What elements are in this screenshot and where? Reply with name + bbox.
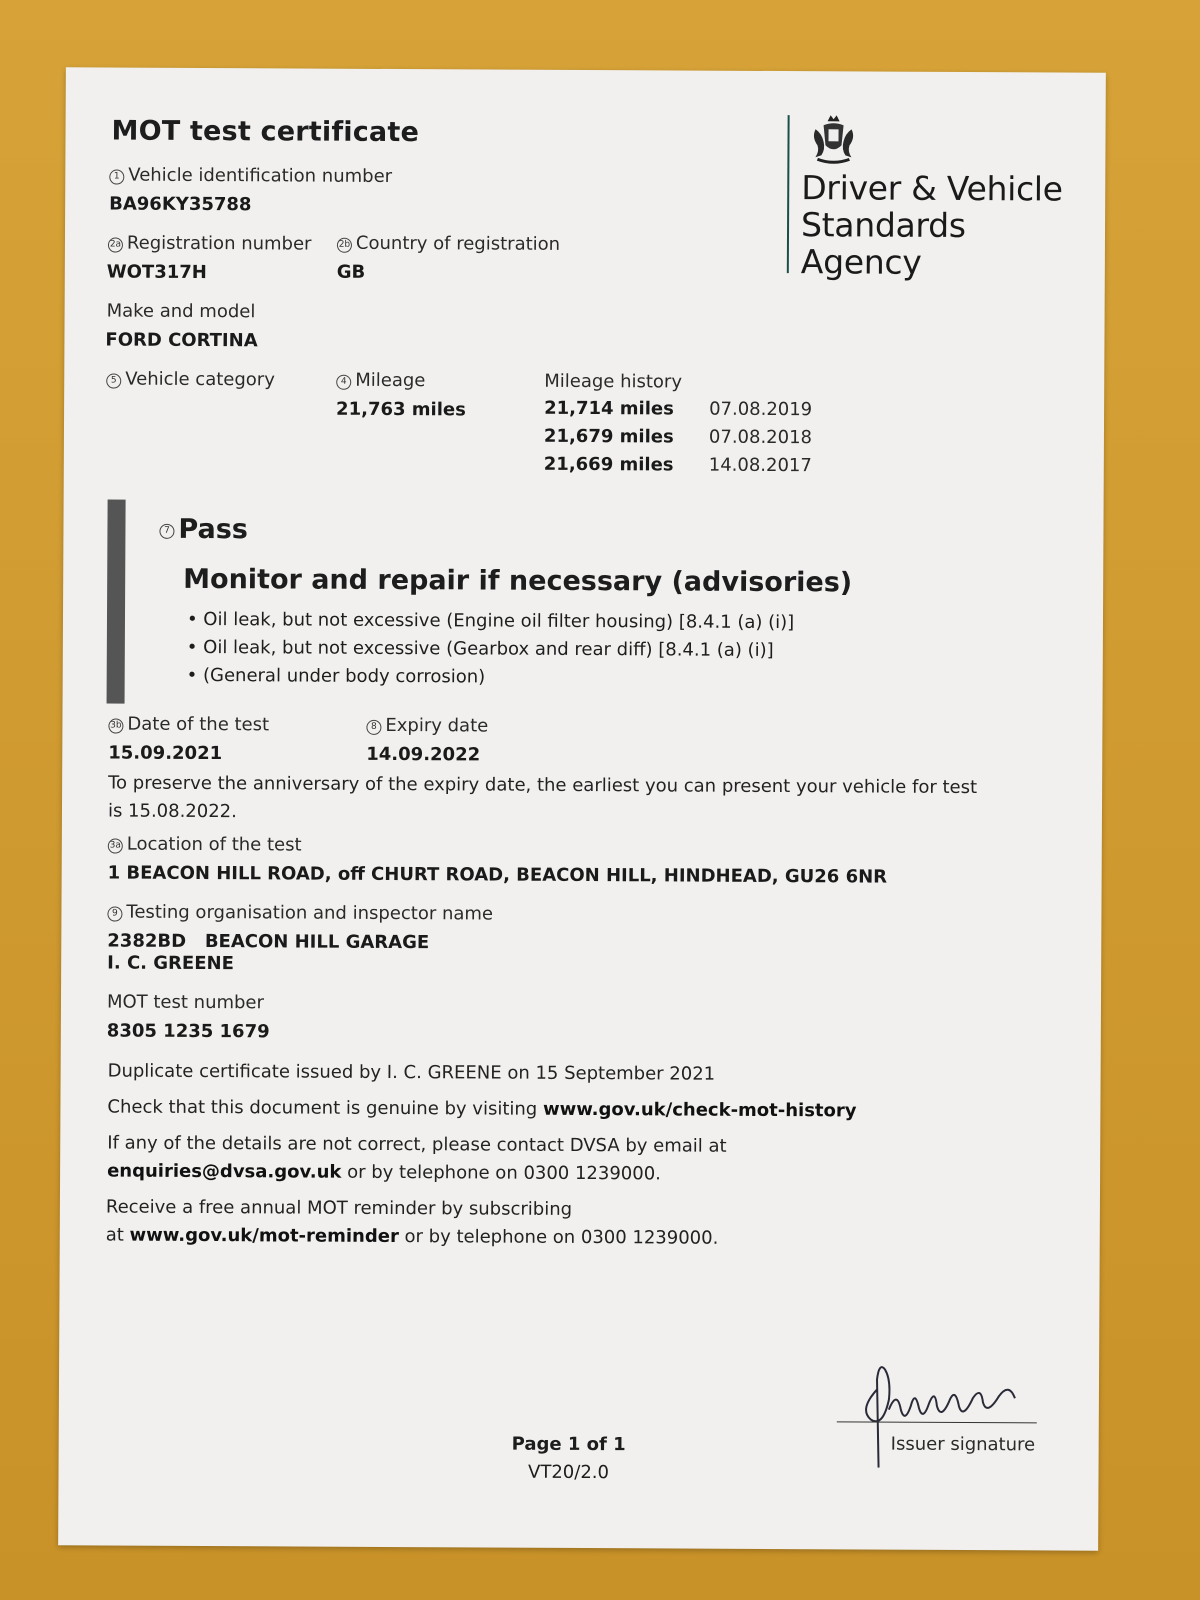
mileage-history-label: Mileage history: [544, 370, 683, 393]
field-number: 4: [336, 375, 351, 390]
logo-rule: [787, 115, 790, 273]
field-number: 2a: [108, 238, 123, 253]
check-mot-history-link[interactable]: www.gov.uk/check-mot-history: [542, 1098, 857, 1122]
field-number: 7: [159, 524, 174, 539]
field-number: 5: [106, 374, 121, 389]
enquiries-email-link[interactable]: enquiries@dvsa.gov.uk: [107, 1160, 342, 1183]
location-value: 1 BEACON HILL ROAD, off CHURT ROAD, BEACON HILL, HINDHEAD, GU26 6NR: [107, 862, 888, 888]
vin-value: BA96KY35788: [109, 193, 252, 216]
result-bar: [107, 500, 126, 704]
result-status: 7 Pass: [159, 514, 248, 545]
country-value: GB: [336, 261, 366, 283]
expiry-date-label: 8 Expiry date: [366, 715, 488, 737]
test-number-value: 8305 1235 1679: [106, 1020, 270, 1043]
mileage-history-list: [544, 398, 844, 484]
list-item: 21,679 miles 07.08.2018: [543, 425, 813, 449]
signature-label: Issuer signature: [890, 1433, 1036, 1456]
vin-label: 1 Vehicle identification number: [109, 165, 392, 187]
advisories-list: [187, 606, 795, 693]
page-number: Page 1 of 1: [511, 1433, 626, 1456]
field-number: 2b: [337, 238, 352, 253]
royal-coat-of-arms-icon: [801, 111, 865, 167]
expiry-date-value: 14.09.2022: [366, 743, 481, 766]
country-label: 2b Country of registration: [338, 232, 561, 255]
field-number: 8: [366, 720, 381, 735]
test-date-value: 15.09.2021: [108, 742, 223, 765]
make-model-value: FORD CORTINA: [105, 329, 258, 352]
test-date-label: 3b Date of the test: [110, 713, 270, 736]
list-item: • Oil leak, but not excessive (Engine oil filter housing) [8.4.1 (a) (i)]: [186, 608, 795, 634]
organisation-label: 9 Testing organisation and inspector name: [107, 902, 493, 925]
location-label: 3a Location of the test: [109, 833, 302, 856]
form-code: VT20/2.0: [528, 1461, 610, 1484]
mileage-label: 4 Mileage: [336, 370, 425, 391]
mot-reminder-link[interactable]: www.gov.uk/mot-reminder: [129, 1224, 399, 1248]
certificate-sheet: [58, 67, 1106, 1550]
field-number: 9: [107, 907, 122, 922]
test-number-label: MOT test number: [106, 991, 265, 1014]
mileage-value: 21,763 miles: [336, 398, 466, 421]
registration-value: WOT317H: [106, 261, 207, 284]
list-item: • Oil leak, but not excessive (Gearbox and rear diff) [8.4.1 (a) (i)]: [186, 636, 774, 662]
duplicate-note: Duplicate certificate issued by I. C. GREENE on 15 September 2021: [107, 1060, 716, 1085]
registration-label: 2a Registration number: [109, 232, 312, 255]
list-item: 21,669 miles 14.08.2017: [543, 453, 812, 477]
list-item: 21,714 miles 07.08.2019: [544, 397, 813, 421]
field-number: 3a: [108, 839, 123, 854]
category-label: 5 Vehicle category: [106, 369, 275, 391]
field-number: 3b: [108, 719, 123, 734]
advisories-heading: Monitor and repair if necessary (advisories): [183, 563, 853, 599]
reminder-note: Receive a free annual MOT reminder by subscribing at www.gov.uk/mot-reminder or by telephone on 0300 1239000.: [105, 1196, 719, 1249]
preserve-note: To preserve the anniversary of the expiry date, the earliest you can present your vehicle for test is 15.08.2022.: [107, 772, 978, 823]
page-title: MOT test certificate: [111, 115, 420, 149]
contact-note: If any of the details are not correct, please contact DVSA by email at enquiries@dvsa.gov.uk or by telephone on 0300 1239000.: [107, 1132, 727, 1185]
check-note: Check that this document is genuine by visiting www.gov.uk/check-mot-history: [107, 1096, 857, 1122]
make-model-label: Make and model: [106, 300, 256, 323]
field-number: 1: [109, 170, 124, 185]
inspector-name: I. C. GREENE: [107, 952, 234, 975]
organisation-name: 2382BD BEACON HILL GARAGE: [107, 930, 430, 954]
agency-name: Driver & Vehicle Standards Agency: [800, 168, 1063, 282]
list-item: • (General under body corrosion): [186, 664, 486, 688]
